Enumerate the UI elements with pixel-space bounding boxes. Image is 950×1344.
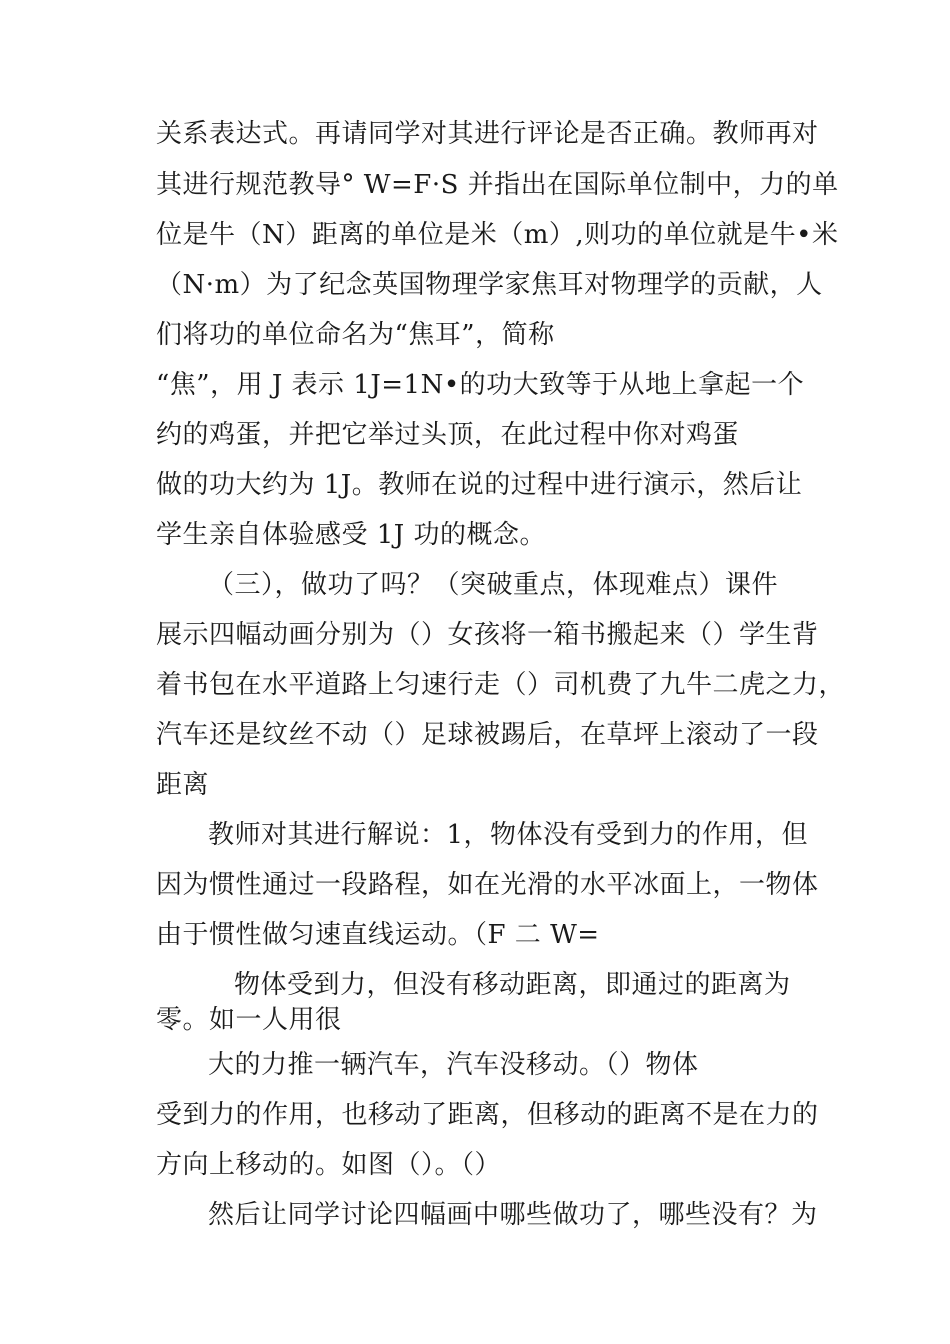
text-line: 其进行规范教导° W=F·S 并指出在国际单位制中，力的单 — [156, 170, 839, 200]
text-line: 约的鸡蛋，并把它举过头顶，在此过程中你对鸡蛋 — [156, 420, 740, 450]
text-line: 汽车还是纹丝不动（）足球被踢后，在草坪上滚动了一段 — [156, 720, 819, 750]
text-line: （N·m）为了纪念英国物理学家焦耳对物理学的贡献，人 — [156, 270, 823, 300]
text-line: 零。如一人用很 — [156, 1005, 342, 1035]
text-line: 们将功的单位命名为“焦耳”，简称 — [156, 320, 555, 350]
text-line: 然后让同学讨论四幅画中哪些做功了，哪些没有？为 — [208, 1200, 818, 1230]
text-line: 距离 — [156, 770, 210, 800]
text-line: 方向上移动的。如图（）。（） — [156, 1150, 502, 1180]
text-line: 位是牛（N）距离的单位是米（m）,则功的单位就是牛•米 — [156, 220, 839, 250]
text-line: 展示四幅动画分别为（）女孩将一箱书搬起来（）学生背 — [156, 620, 819, 650]
text-line: “焦”，用 J 表示 1J=1N•的功大致等于从地上拿起一个 — [156, 370, 805, 400]
text-line: 关系表达式。再请同学对其进行评论是否正确。教师再对 — [156, 119, 819, 149]
text-line: 着书包在水平道路上匀速行走（）司机费了九牛二虎之力， — [156, 670, 846, 700]
section-heading: （三），做功了吗？（突破重点，体现难点）课件 — [208, 570, 779, 600]
text-line: 教师对其进行解说：1，物体没有受到力的作用，但 — [208, 820, 809, 850]
text-line: 学生亲自体验感受 1J 功的概念。 — [156, 520, 546, 550]
text-line: 因为惯性通过一段路程，如在光滑的水平冰面上，一物体 — [156, 870, 819, 900]
text-line: 由于惯性做匀速直线运动。（F 二 W= — [156, 920, 600, 950]
text-line: 做的功大约为 1J。教师在说的过程中进行演示，然后让 — [156, 470, 803, 500]
text-line: 大的力推一辆汽车，汽车没移动。（）物体 — [208, 1050, 699, 1080]
text-line: 物体受到力，但没有移动距离，即通过的距离为 — [234, 970, 791, 1000]
text-line: 受到力的作用，也移动了距离，但移动的距离不是在力的 — [156, 1100, 819, 1130]
